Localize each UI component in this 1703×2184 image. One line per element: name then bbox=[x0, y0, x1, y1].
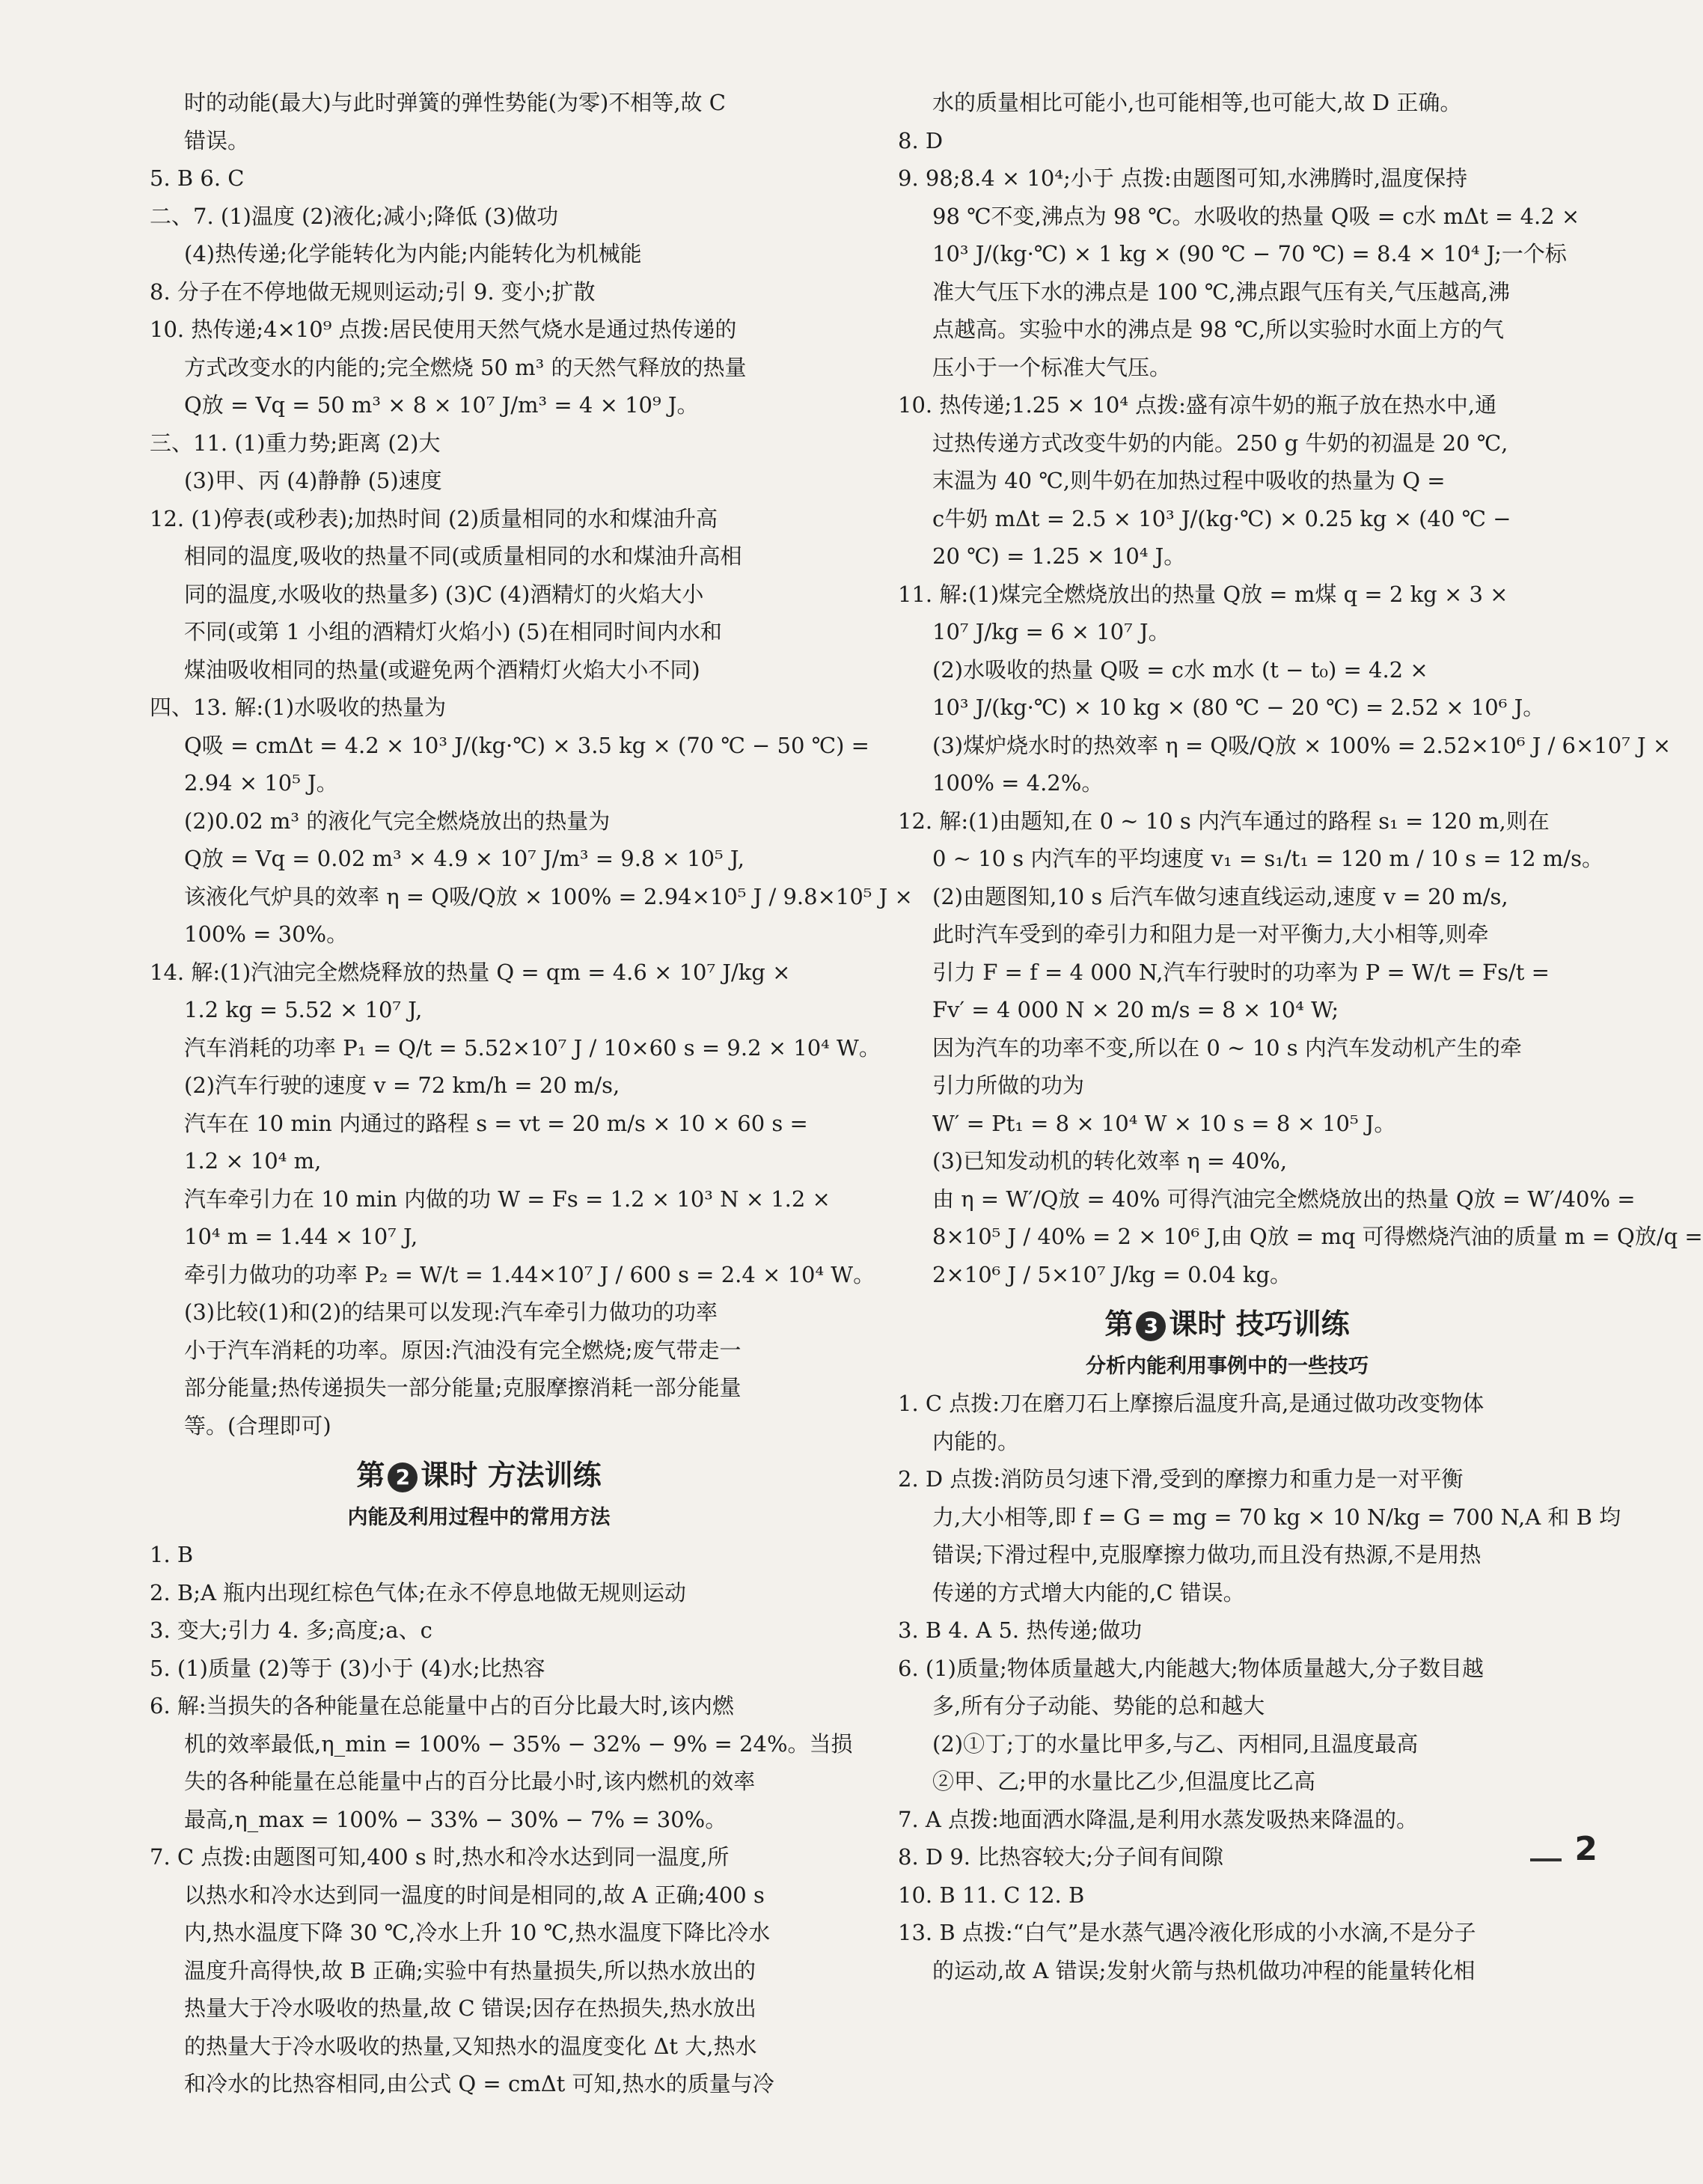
answer-line: 汽车消耗的功率 P₁ = Q/t = 5.52×10⁷ J / 10×60 s = 9.2 × 10⁴ W。 bbox=[184, 1034, 881, 1061]
answer-line: 小于汽车消耗的功率。原因:汽油没有完全燃烧;废气带走一 bbox=[184, 1337, 742, 1363]
answer-line: 10³ J/(kg·℃) × 10 kg × (80 ℃ − 20 ℃) = 2.52 × 10⁶ J。 bbox=[932, 695, 1545, 720]
answer-line: (2)①丁;丁的水量比甲多,与乙、丙相同,且温度最高 bbox=[932, 1730, 1419, 1757]
answer-line: 8. D bbox=[898, 127, 944, 153]
answer-line: 10³ J/(kg·℃) × 1 kg × (90 ℃ − 70 ℃) = 8.4 × 10⁴ J;一个标 bbox=[932, 241, 1567, 266]
answer-line: 牵引力做功的功率 P₂ = W/t = 1.44×10⁷ J / 600 s = 2.4 × 10⁴ W。 bbox=[184, 1261, 875, 1287]
answer-line: 的热量大于冷水吸收的热量,又知热水的温度变化 Δt 大,热水 bbox=[184, 2033, 757, 2059]
answer-line: 三、11. (1)重力势;距离 (2)大 bbox=[150, 430, 441, 456]
answer-line: 错误;下滑过程中,克服摩擦力做功,而且没有热源,不是用热 bbox=[932, 1542, 1482, 1567]
answer-line: 水的质量相比可能小,也可能相等,也可能大,故 D 正确。 bbox=[932, 90, 1462, 115]
answer-line: 传递的方式增大内能的,C 错误。 bbox=[932, 1579, 1245, 1605]
answer-line: 压小于一个标准大气压。 bbox=[932, 354, 1172, 380]
section-subheading: 内能及利用过程中的常用方法 bbox=[347, 1506, 611, 1529]
answer-line: 方式改变水的内能的;完全燃烧 50 m³ 的天然气释放的热量 bbox=[184, 354, 747, 380]
answer-line: 7. A 点拨:地面洒水降温,是利用水蒸发吸热来降温的。 bbox=[898, 1806, 1419, 1832]
answer-line: 该液化气炉具的效率 η = Q吸/Q放 × 100% = 2.94×10⁵ J / 9.8×10⁵ J × bbox=[184, 883, 913, 909]
heading-title: 课时 技巧训练 bbox=[1169, 1308, 1350, 1340]
section-heading-lesson-3 bbox=[898, 1299, 1556, 1349]
answer-line: 13. B 点拨:“白气”是水蒸气遇冷液化形成的小水滴,不是分子 bbox=[898, 1920, 1476, 1945]
answer-line: 12. (1)停表(或秒表);加热时间 (2)质量相同的水和煤油升高 bbox=[150, 505, 718, 531]
answer-line: W′ = Pt₁ = 8 × 10⁴ W × 10 s = 8 × 10⁵ J。 bbox=[932, 1110, 1396, 1136]
answer-line: 1.2 kg = 5.52 × 10⁷ J, bbox=[184, 997, 423, 1022]
answer-line: 8×10⁵ J / 40% = 2 × 10⁶ J,由 Q放 = mq 可得燃烧汽油的质量 m = Q放/q = bbox=[932, 1224, 1703, 1249]
answer-line: 7. C 点拨:由题图可知,400 s 时,热水和冷水达到同一温度,所 bbox=[150, 1844, 730, 1870]
left-answers bbox=[150, 84, 913, 1445]
answer-line: (3)甲、丙 (4)静静 (5)速度 bbox=[184, 468, 442, 493]
answer-line: 汽车牵引力在 10 min 内做的功 W = Fs = 1.2 × 10³ N × 1.2 × bbox=[184, 1186, 831, 1212]
answer-line: 等。(合理即可) bbox=[184, 1412, 331, 1439]
answer-line: 0 ~ 10 s 内汽车的平均速度 v₁ = s₁/t₁ = 120 m / 10 s = 12 m/s。 bbox=[932, 846, 1603, 871]
page-number: 2 bbox=[1574, 1830, 1597, 1868]
answer-line: Q放 = Vq = 0.02 m³ × 4.9 × 10⁷ J/m³ = 9.8 × 10⁵ J, bbox=[184, 846, 745, 871]
answer-line: 力,大小相等,即 f = G = mg = 70 kg × 10 N/kg = 700 N,A 和 B 均 bbox=[932, 1504, 1621, 1530]
answer-line: (3)已知发动机的转化效率 η = 40%, bbox=[932, 1148, 1288, 1174]
answer-line: 2.94 × 10⁵ J。 bbox=[184, 770, 338, 796]
answer-line: 此时汽车受到的牵引力和阻力是一对平衡力,大小相等,则牵 bbox=[932, 921, 1489, 947]
answer-line: 引力所做的功为 bbox=[932, 1073, 1085, 1098]
answer-line: 温度升高得快,故 B 正确;实验中有热量损失,所以热水放出的 bbox=[184, 1957, 756, 1983]
answer-line: 的运动,故 A 错误;发射火箭与热机做功冲程的能量转化相 bbox=[932, 1957, 1476, 1983]
answer-line: 煤油吸收相同的热量(或避免两个酒精灯火焰大小不同) bbox=[184, 656, 700, 683]
answer-line: (2)汽车行驶的速度 v = 72 km/h = 20 m/s, bbox=[184, 1073, 620, 1098]
heading-prefix: 第 bbox=[356, 1459, 385, 1492]
answer-line: 10. 热传递;4×10⁹ 点拨:居民使用天然气烧水是通过热传递的 bbox=[150, 317, 737, 342]
lesson-number-badge: 3 bbox=[1136, 1311, 1166, 1341]
answer-line: 末温为 40 ℃,则牛奶在加热过程中吸收的热量为 Q = bbox=[932, 468, 1446, 493]
left-answers-method bbox=[150, 1536, 853, 2103]
answer-line: 10. B 11. C 12. B bbox=[898, 1882, 1085, 1908]
right-column bbox=[898, 84, 1703, 1989]
answer-line: 100% = 30%。 bbox=[184, 921, 349, 947]
section-heading-lesson-2 bbox=[150, 1451, 808, 1500]
answer-line: 过热传递方式改变牛奶的内能。250 g 牛奶的初温是 20 ℃, bbox=[932, 430, 1508, 456]
answer-line: 5. B 6. C bbox=[150, 165, 245, 191]
answer-line: 8. 分子在不停地做无规则运动;引 9. 变小;扩散 bbox=[150, 278, 596, 305]
answer-line: (2)水吸收的热量 Q吸 = c水 m水 (t − t₀) = 4.2 × bbox=[932, 656, 1428, 683]
answer-line: 四、13. 解:(1)水吸收的热量为 bbox=[150, 695, 447, 720]
answer-line: 因为汽车的功率不变,所以在 0 ~ 10 s 内汽车发动机产生的牵 bbox=[932, 1034, 1522, 1061]
answer-line: 相同的温度,吸收的热量不同(或质量相同的水和煤油升高相 bbox=[184, 543, 742, 569]
answer-line: 14. 解:(1)汽油完全燃烧释放的热量 Q = qm = 4.6 × 10⁷ J/kg × bbox=[150, 959, 791, 985]
answer-line: 6. (1)质量;物体质量越大,内能越大;物体质量越大,分子数目越 bbox=[898, 1655, 1484, 1681]
answer-line: (2)由题图知,10 s 后汽车做匀速直线运动,速度 v = 20 m/s, bbox=[932, 883, 1508, 909]
answer-line: 10. 热传递;1.25 × 10⁴ 点拨:盛有凉牛奶的瓶子放在热水中,通 bbox=[898, 392, 1497, 418]
answer-line: 汽车在 10 min 内通过的路程 s = vt = 20 m/s × 10 × 60 s = bbox=[184, 1110, 808, 1136]
answer-line: 10⁴ m = 1.44 × 10⁷ J, bbox=[184, 1224, 418, 1249]
answer-line: 内能的。 bbox=[932, 1428, 1020, 1454]
section-subheading: 分析内能利用事例中的一些技巧 bbox=[1086, 1355, 1369, 1378]
answer-line: 11. 解:(1)煤完全燃烧放出的热量 Q放 = m煤 q = 2 kg × 3 × bbox=[898, 581, 1508, 607]
answer-line: ②甲、乙;甲的水量比乙少,但温度比乙高 bbox=[932, 1769, 1315, 1794]
answer-line: 9. 98;8.4 × 10⁴;小于 点拨:由题图可知,水沸腾时,温度保持 bbox=[898, 165, 1468, 191]
right-answers-skill bbox=[898, 1385, 1621, 1989]
right-answers bbox=[898, 84, 1703, 1293]
answer-line: 2. B;A 瓶内出现红棕色气体;在永不停息地做无规则运动 bbox=[150, 1579, 686, 1605]
answer-line: 时的动能(最大)与此时弹簧的弹性势能(为零)不相等,故 C bbox=[184, 90, 726, 115]
answer-line: 内,热水温度下降 30 ℃,冷水上升 10 ℃,热水温度下降比冷水 bbox=[184, 1920, 771, 1945]
answer-line: 20 ℃) = 1.25 × 10⁴ J。 bbox=[932, 543, 1186, 569]
answer-line: 100% = 4.2%。 bbox=[932, 770, 1104, 796]
answer-line: (3)煤炉烧水时的热效率 η = Q吸/Q放 × 100% = 2.52×10⁶ J / 6×10⁷ J × bbox=[932, 732, 1672, 758]
answer-line: (4)热传递;化学能转化为内能;内能转化为机械能 bbox=[184, 241, 642, 266]
answer-line: 2. D 点拨:消防员匀速下滑,受到的摩擦力和重力是一对平衡 bbox=[898, 1466, 1464, 1492]
answer-line: 准大气压下水的沸点是 100 ℃,沸点跟气压有关,气压越高,沸 bbox=[932, 278, 1510, 305]
heading-title: 课时 方法训练 bbox=[421, 1459, 602, 1492]
answer-line: 错误。 bbox=[184, 127, 250, 153]
answer-line: 3. 变大;引力 4. 多;高度;a、c bbox=[150, 1617, 432, 1643]
answer-line: 1. B bbox=[150, 1542, 194, 1567]
left-column bbox=[150, 84, 913, 2103]
answer-line: 不同(或第 1 小组的酒精灯火焰小) (5)在相同时间内水和 bbox=[184, 619, 722, 644]
answer-line: 二、7. (1)温度 (2)液化;减小;降低 (3)做功 bbox=[150, 203, 559, 229]
answer-line: 2×10⁶ J / 5×10⁷ J/kg = 0.04 kg。 bbox=[932, 1261, 1292, 1287]
answer-line: 1.2 × 10⁴ m, bbox=[184, 1148, 322, 1174]
answer-line: (2)0.02 m³ 的液化气完全燃烧放出的热量为 bbox=[184, 808, 611, 834]
answer-line: 机的效率最低,η_min = 100% − 35% − 32% − 9% = 24%。当损 bbox=[184, 1730, 853, 1757]
answer-line: (3)比较(1)和(2)的结果可以发现:汽车牵引力做功的功率 bbox=[184, 1299, 718, 1325]
answer-line: 同的温度,水吸收的热量多) (3)C (4)酒精灯的火焰大小 bbox=[184, 581, 704, 607]
answer-line: c牛奶 mΔt = 2.5 × 10³ J/(kg·℃) × 0.25 kg × (40 ℃ − bbox=[932, 505, 1511, 531]
answer-line: 多,所有分子动能、势能的总和越大 bbox=[932, 1693, 1265, 1718]
answer-line: Q吸 = cmΔt = 4.2 × 10³ J/(kg·℃) × 3.5 kg × (70 ℃ − 50 ℃) = bbox=[184, 732, 869, 758]
answer-line: 1. C 点拨:刀在磨刀石上摩擦后温度升高,是通过做功改变物体 bbox=[898, 1391, 1485, 1416]
answer-line: 8. D 9. 比热容较大;分子间有间隙 bbox=[898, 1844, 1224, 1870]
answer-line: 3. B 4. A 5. 热传递;做功 bbox=[898, 1617, 1143, 1643]
answer-line: 和冷水的比热容相同,由公式 Q = cmΔt 可知,热水的质量与冷 bbox=[184, 2071, 774, 2096]
answer-line: 由 η = W′/Q放 = 40% 可得汽油完全燃烧放出的热量 Q放 = W′/40% = bbox=[932, 1186, 1636, 1212]
answer-line: 以热水和冷水达到同一温度的时间是相同的,故 A 正确;400 s bbox=[184, 1882, 765, 1908]
answer-line: 最高,η_max = 100% − 33% − 30% − 7% = 30%。 bbox=[184, 1806, 727, 1832]
answer-line: 点越高。实验中水的沸点是 98 ℃,所以实验时水面上方的气 bbox=[932, 317, 1504, 342]
answer-line: 部分能量;热传递损失一部分能量;克服摩擦消耗一部分能量 bbox=[184, 1375, 742, 1400]
answer-line: 热量大于冷水吸收的热量,故 C 错误;因存在热损失,热水放出 bbox=[184, 1995, 756, 2021]
answer-line: 10⁷ J/kg = 6 × 10⁷ J。 bbox=[932, 619, 1170, 644]
lesson-number-badge: 2 bbox=[388, 1462, 418, 1492]
answer-line: Fv′ = 4 000 N × 20 m/s = 8 × 10⁴ W; bbox=[932, 997, 1339, 1022]
answer-line: 12. 解:(1)由题知,在 0 ~ 10 s 内汽车通过的路程 s₁ = 120 m,则在 bbox=[898, 808, 1550, 834]
answer-line: 98 ℃不变,沸点为 98 ℃。水吸收的热量 Q吸 = c水 mΔt = 4.2 × bbox=[932, 203, 1580, 229]
answer-line: 5. (1)质量 (2)等于 (3)小于 (4)水;比热容 bbox=[150, 1655, 545, 1681]
answer-line: Q放 = Vq = 50 m³ × 8 × 10⁷ J/m³ = 4 × 10⁹ J。 bbox=[184, 392, 699, 418]
answer-line: 引力 F = f = 4 000 N,汽车行驶时的功率为 P = W/t = Fs/t = bbox=[932, 959, 1550, 985]
heading-prefix: 第 bbox=[1104, 1308, 1134, 1340]
answer-line: 6. 解:当损失的各种能量在总能量中占的百分比最大时,该内燃 bbox=[150, 1693, 734, 1718]
answer-line: 失的各种能量在总能量中占的百分比最小时,该内燃机的效率 bbox=[184, 1769, 756, 1794]
